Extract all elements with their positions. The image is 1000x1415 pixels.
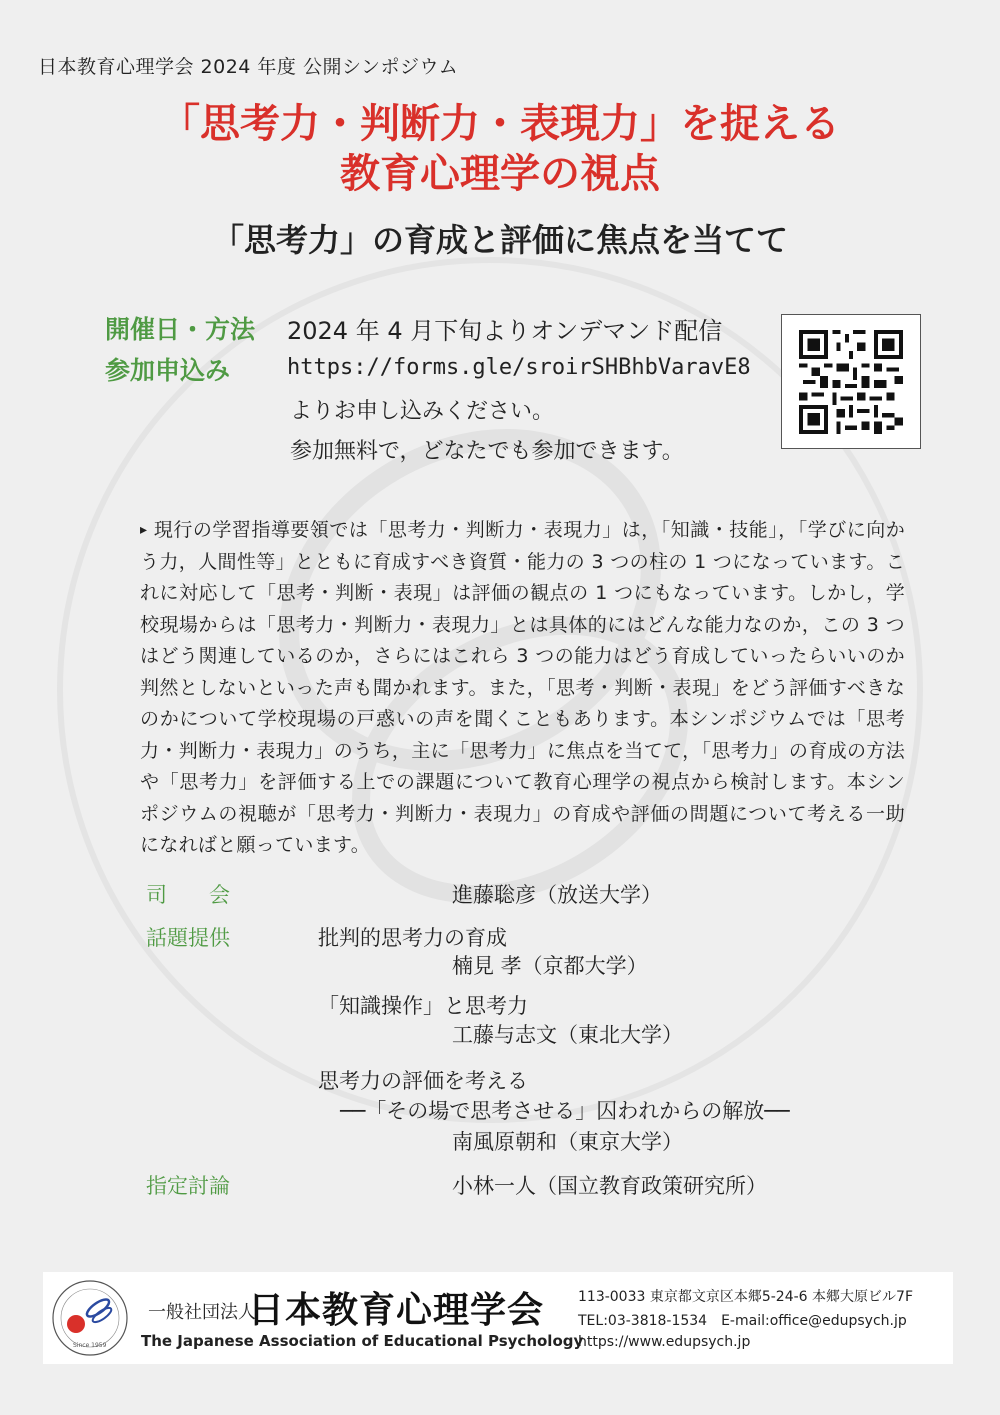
- org-name-en: The Japanese Association of Educational Psychology: [141, 1332, 584, 1350]
- qr-code[interactable]: [781, 314, 921, 449]
- org-type: 一般社団法人: [148, 1302, 256, 1323]
- talk3-speaker: 南風原朝和（東京大学）: [452, 1130, 683, 1154]
- footer-banner: [43, 1272, 953, 1364]
- moderator-label: 司 会: [146, 883, 230, 907]
- date-label: 開催日・方法: [105, 315, 256, 344]
- qr-code-icon: [799, 330, 903, 434]
- talk2-title: 「知識操作」と思考力: [318, 994, 528, 1018]
- talk1-speaker: 楠見 孝（京都大学）: [452, 954, 648, 978]
- org-name: 日本教育心理学会: [248, 1290, 545, 1331]
- subtitle: 「思考力」の育成と評価に焦点を当てて: [211, 221, 788, 259]
- fee-note: 参加無料で，どなたでも参加できます。: [290, 439, 684, 464]
- logo-since-text: Since 1959: [73, 1342, 107, 1349]
- apply-url-link[interactable]: https://forms.gle/sroirSHBhbVaravE8: [287, 355, 751, 380]
- apply-label: 参加申込み: [105, 356, 231, 385]
- org-website-link[interactable]: https://www.edupsych.jp: [578, 1334, 751, 1350]
- title-line-2: 教育心理学の視点: [340, 151, 660, 197]
- org-address: 113-0033 東京都文京区本郷5-24-6 本郷大原ビル7F: [578, 1289, 913, 1305]
- description-text: 現行の学習指導要領では「思考力・判断力・表現力」は，「知識・技能」，「学びに向かう力，人間性等」とともに育成すべき資質・能力の 3 つの柱の 1 つになっています。これに対応して「思考・判断・表現」は評価の観点の 1 つにもなっています。しかし，学校現場からは「思考力・判断力・表現力」とは具体的にはどんな能力なのか，この 3 つはどう関連しているのか，さらにはこれら 3 つの能力はどう育成していったらいいのか判然としないといった声も聞かれます。また，「思考・判断・表現」をどう評価すべきなのかについて学校現場の戸惑いの声を聞くこともあります。本シンポジウムでは「思考力・判断力・表現力」のうち，主に「思考力」に焦点を当てて，「思考力」の育成の方法や「思考力」を評価する上での課題について教育心理学の視点から検討します。本シンポジウムの視聴が「思考力・判断力・表現力」の育成や評価の問題について考える一助になればと願っています。: [140, 519, 905, 856]
- title-line-1: 「思考力・判断力・表現力」を捉える: [160, 101, 840, 147]
- event-line: 日本教育心理学会 2024 年度 公開シンポジウム: [38, 56, 459, 78]
- discussant-label: 指定討論: [146, 1174, 230, 1198]
- talk3-subtitle: ──「その場で思考させる」囚われからの解放──: [340, 1099, 790, 1123]
- talk2-speaker: 工藤与志文（東北大学）: [452, 1023, 683, 1047]
- org-contact[interactable]: TEL:03-3818-1534 E-mail:office@edupsych.jp: [578, 1313, 907, 1329]
- apply-note: よりお申し込みください。: [290, 399, 555, 424]
- talk1-title: 批判的思考力の育成: [318, 926, 507, 950]
- discussant-name: 小林一人（国立教育政策研究所）: [452, 1174, 767, 1198]
- moderator-name: 進藤聡彦（放送大学）: [452, 883, 662, 907]
- description-paragraph: [140, 515, 905, 862]
- talk3-title: 思考力の評価を考える: [318, 1069, 528, 1093]
- topics-label: 話題提供: [146, 926, 230, 950]
- date-value: 2024 年 4 月下旬よりオンデマンド配信: [287, 317, 723, 345]
- bullet-marker-icon: ▸: [140, 522, 148, 538]
